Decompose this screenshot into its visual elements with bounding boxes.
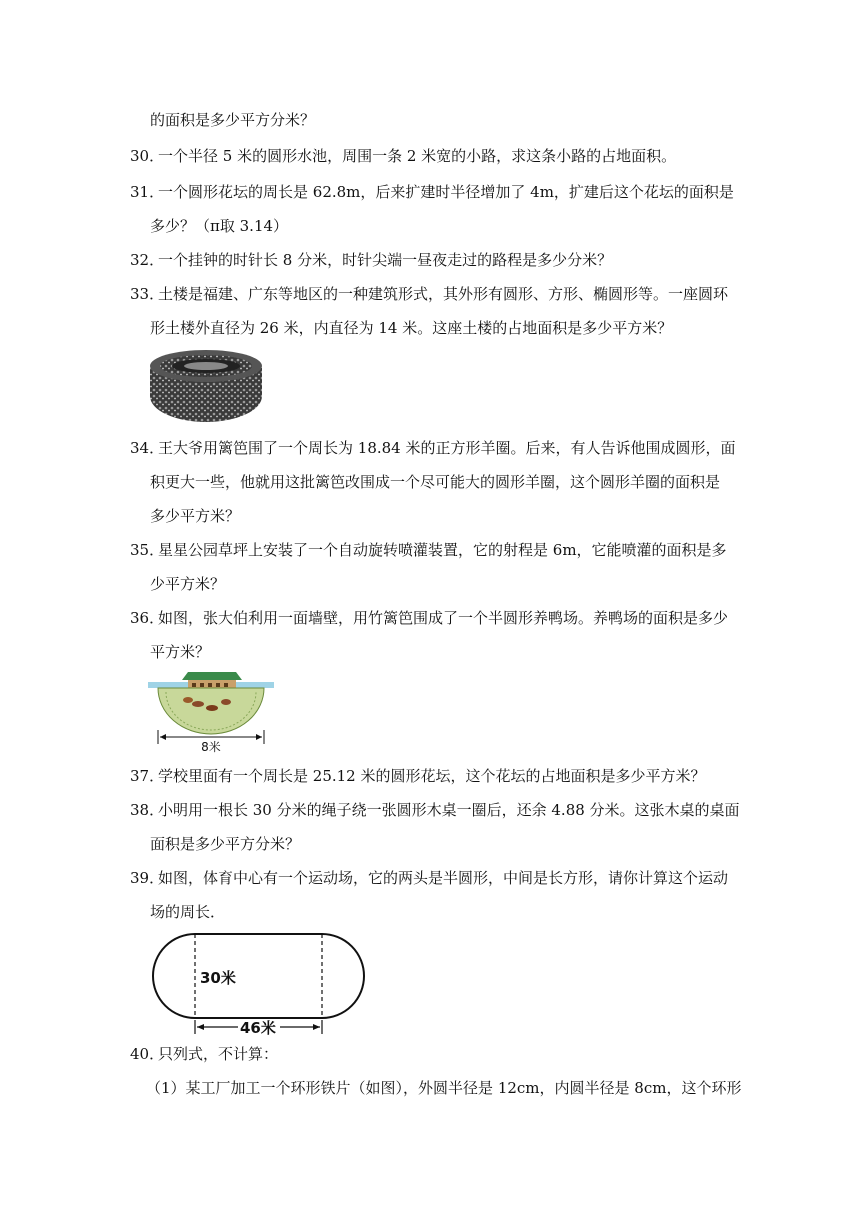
question-33 xyxy=(130,284,728,304)
question-34 xyxy=(130,438,735,458)
track-figure xyxy=(150,930,370,1040)
text-line: 少平方米？ xyxy=(150,575,226,593)
question-32 xyxy=(130,250,612,270)
question-number: 34． xyxy=(130,439,165,457)
question-number: 36． xyxy=(130,609,165,627)
question-number: 39． xyxy=(130,869,165,887)
question-number: 33． xyxy=(130,285,165,303)
question-31 xyxy=(130,182,734,202)
question-text: 一个挂钟的时针长 8 分米，时针尖端一昼夜走过的路程是多少分米？ xyxy=(158,251,613,269)
question-40 xyxy=(130,1044,278,1064)
question-text: 小明用一根长 30 分米的绳子绕一张圆形木桌一圈后，还余 4.88 分米。这张木桌的桌面 xyxy=(158,801,740,819)
text-line: 多少平方米？ xyxy=(150,507,241,525)
text-line: 场的周长． xyxy=(150,903,226,921)
question-number: 31． xyxy=(130,183,165,201)
text-line: 积更大一些，他就用这批篱笆改围成一个尽可能大的圆形羊圈，这个圆形羊圈的面积是 xyxy=(150,473,721,491)
question-text: 星星公园草坪上安装了一个自动旋转喷灌装置，它的射程是 6m，它能喷灌的面积是多 xyxy=(158,541,727,559)
question-39 xyxy=(130,868,728,888)
text-line: 面积是多少平方分米？ xyxy=(150,835,301,853)
question-35 xyxy=(130,540,727,560)
question-text: 一个半径 5 米的圆形水池，周围一条 2 米宽的小路，求这条小路的占地面积。 xyxy=(158,147,677,165)
question-text: 如图，体育中心有一个运动场，它的两头是半圆形，中间是长方形，请你计算这个运动 xyxy=(158,869,729,887)
question-number: 38． xyxy=(130,801,165,819)
question-30 xyxy=(130,146,676,166)
question-text: 土楼是福建、广东等地区的一种建筑形式，其外形有圆形、方形、椭圆形等。一座圆环 xyxy=(158,285,729,303)
question-number: 40． xyxy=(130,1045,165,1063)
question-37 xyxy=(130,766,705,786)
text-line: 的面积是多少平方分米？ xyxy=(150,111,316,129)
question-text: 如图，张大伯利用一面墙壁，用竹篱笆围成了一个半圆形养鸭场。养鸭场的面积是多少 xyxy=(158,609,729,627)
question-text: 王大爷用篱笆围了一个周长为 18.84 米的正方形羊圈。后来，有人告诉他围成圆形，面 xyxy=(158,439,736,457)
track-length-label: 46米 xyxy=(240,1019,276,1037)
duck-width-label: 8米 xyxy=(201,740,221,754)
text-line: 平方米？ xyxy=(150,643,211,661)
question-number: 30． xyxy=(130,147,165,165)
sub-question-1: （1）某工厂加工一个环形铁片（如图），外圆半径是 12cm，内圆半径是 8cm，这个环形 xyxy=(146,1079,742,1097)
text-line: 形土楼外直径为 26 米，内直径为 14 米。这座土楼的占地面积是多少平方米？ xyxy=(150,319,673,337)
question-number: 37． xyxy=(130,767,165,785)
question-number: 32． xyxy=(130,251,165,269)
question-36 xyxy=(130,608,728,628)
text-line: 多少？（π取 3.14） xyxy=(150,217,289,235)
question-text: 一个圆形花坛的周长是 62.8m，后来扩建时半径增加了 4m，扩建后这个花坛的面积是 xyxy=(158,183,734,201)
question-text: 学校里面有一个周长是 25.12 米的圆形花坛，这个花坛的占地面积是多少平方米？ xyxy=(158,767,706,785)
question-text: 只列式，不计算： xyxy=(158,1045,279,1063)
track-height-label: 30米 xyxy=(200,969,236,987)
question-number: 35． xyxy=(130,541,165,559)
duck-farm-figure xyxy=(148,668,274,756)
tulou-image xyxy=(146,346,266,424)
question-38 xyxy=(130,800,740,820)
